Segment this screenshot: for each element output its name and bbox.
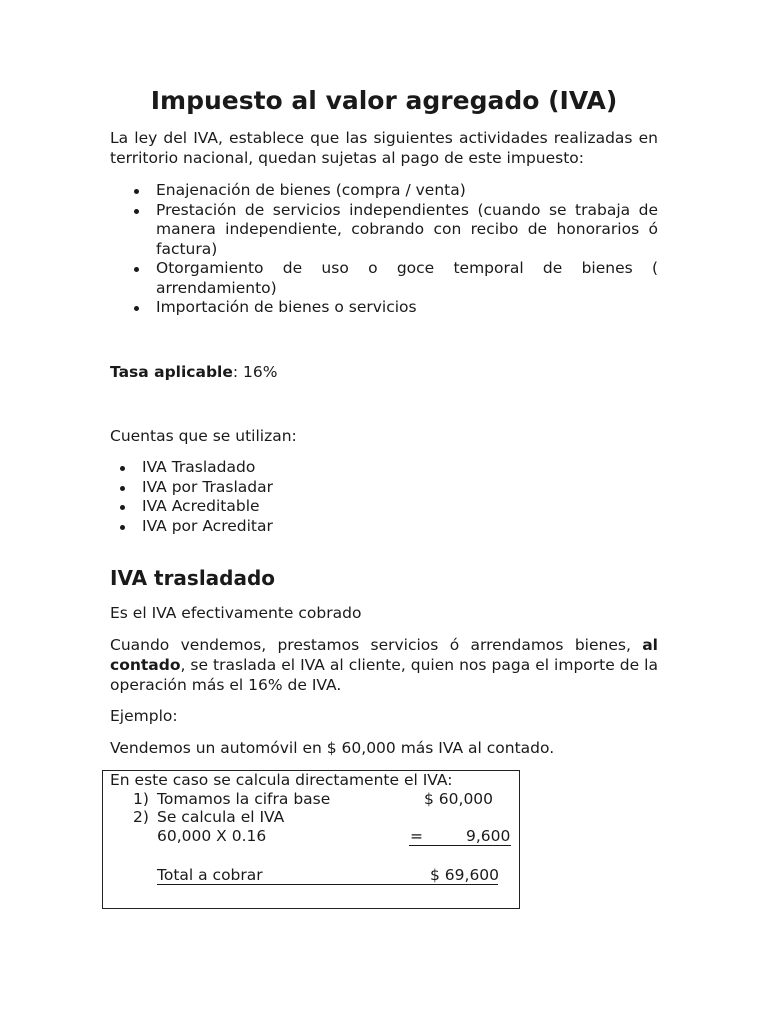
tasa-value: : 16% bbox=[232, 363, 278, 381]
activities-list bbox=[156, 181, 658, 318]
section-heading: IVA trasladado bbox=[110, 566, 276, 590]
step-2-number: 2) bbox=[133, 808, 149, 826]
list-item: IVA por Acreditar bbox=[142, 517, 542, 537]
step-1-number: 1) bbox=[133, 790, 149, 808]
bullet-icon bbox=[134, 189, 139, 194]
iva-underline bbox=[409, 845, 511, 846]
example-text: Vendemos un automóvil en $ 60,000 más IVA al contado. bbox=[110, 739, 555, 757]
bullet-icon bbox=[120, 525, 125, 530]
list-item: Otorgamiento de uso o goce temporal de bienes ( arrendamiento) bbox=[156, 259, 658, 298]
description-paragraph: Cuando vendemos, prestamos servicios ó arrendamos bienes, al contado, se traslada el IVA al cliente, quien nos paga el importe de la operación más el 16% de IVA. bbox=[110, 636, 658, 694]
list-item: IVA Acreditable bbox=[142, 497, 542, 517]
total-underline bbox=[157, 884, 498, 885]
bullet-icon bbox=[120, 466, 125, 471]
bullet-icon bbox=[134, 209, 139, 214]
tasa-aplicable bbox=[110, 362, 658, 382]
bullet-icon bbox=[134, 267, 139, 272]
list-item: Enajenación de bienes (compra / venta) bbox=[156, 181, 658, 201]
step-1-value: $ 60,000 bbox=[424, 790, 494, 808]
list-item: IVA por Trasladar bbox=[142, 478, 542, 498]
equals-sign: = bbox=[410, 827, 423, 845]
tasa-label: Tasa aplicable bbox=[110, 363, 233, 381]
list-item: Prestación de servicios independientes (cuando se trabaja de manera independiente, cobrando con recibo de honorarios ó factura) bbox=[156, 201, 658, 260]
definition-paragraph: Es el IVA efectivamente cobrado bbox=[110, 604, 362, 622]
total-label: Total a cobrar bbox=[157, 866, 263, 884]
page-title: Impuesto al valor agregado (IVA) bbox=[150, 86, 618, 115]
iva-value: 9,600 bbox=[466, 827, 511, 845]
bullet-icon bbox=[134, 306, 139, 311]
intro-paragraph: La ley del IVA, establece que las siguientes actividades realizadas en territorio nacional, quedan sujetas al pago de este impuesto: bbox=[110, 129, 658, 167]
bullet-icon bbox=[120, 486, 125, 491]
list-item: IVA Trasladado bbox=[142, 458, 542, 478]
accounts-list bbox=[142, 458, 542, 536]
step-2-label: Se calcula el IVA bbox=[157, 808, 285, 826]
step-1-label: Tomamos la cifra base bbox=[157, 790, 331, 808]
bullet-icon bbox=[120, 505, 125, 510]
total-value: $ 69,600 bbox=[430, 866, 500, 884]
formula: 60,000 X 0.16 bbox=[157, 827, 267, 845]
bold-al-contado: al contado bbox=[110, 636, 658, 674]
example-label: Ejemplo: bbox=[110, 707, 178, 725]
accounts-intro: Cuentas que se utilizan: bbox=[110, 427, 297, 445]
list-item: Importación de bienes o servicios bbox=[156, 298, 658, 318]
calc-intro: En este caso se calcula directamente el IVA: bbox=[110, 771, 453, 789]
